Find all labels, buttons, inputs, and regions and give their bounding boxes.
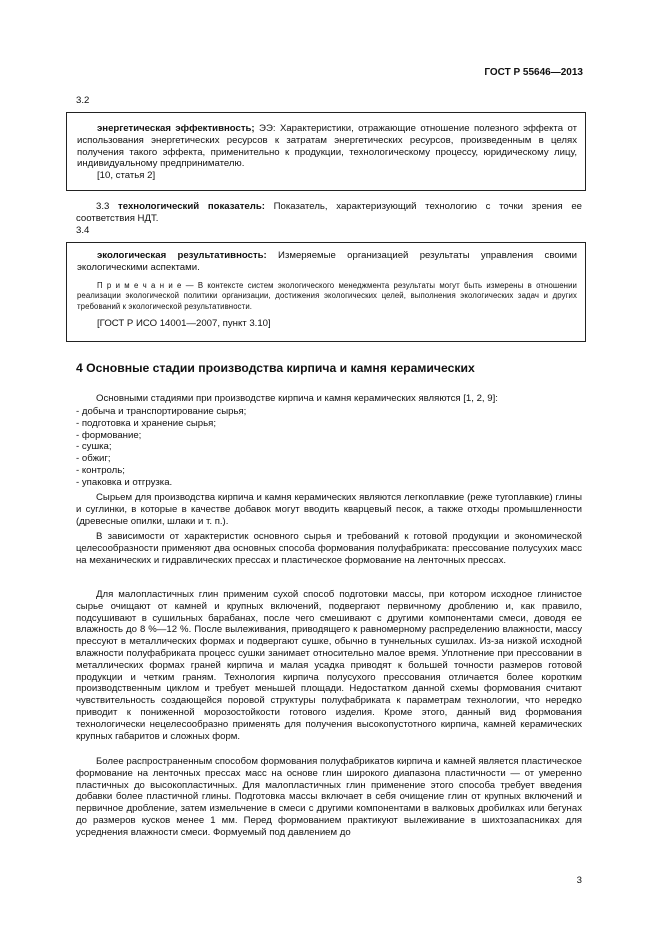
stage-item: - формование;	[76, 429, 142, 441]
clause-number-3-4: 3.4	[76, 225, 90, 236]
definition-text-3-4: Измеряемые организацией результаты управления своими экологическими аспектами.	[77, 250, 577, 273]
definition-3-2	[77, 123, 577, 170]
definition-text-3-3: Показатель, характеризующий технологию с точки зрения ее соответствия НДТ.	[76, 201, 583, 224]
clause-number-3-3: 3.3	[96, 201, 110, 212]
stages-intro: Основными стадиями при производстве кирпича и камня керамических являются [1, 2, 9]:	[96, 393, 498, 404]
stage-item: - подготовка и хранение сырья;	[76, 417, 216, 429]
definition-3-3	[76, 201, 582, 225]
note-3-4: П р и м е ч а н и е — В контексте систем экологического менеджмента результаты могут быть измерены в отношении реализации экологической политики организации, достижения экологических целей, выполнения экологических задач и других требований к экологической результативности.	[77, 280, 577, 311]
stage-item: - обжиг;	[76, 453, 111, 465]
source-3-4: [ГОСТ Р ИСО 14001—2007, пункт 3.10]	[97, 318, 271, 330]
page-number: 3	[576, 875, 582, 886]
stages-list	[76, 406, 246, 489]
definition-box-3-2	[66, 112, 586, 191]
term-3-3: технологический показатель:	[118, 201, 265, 212]
paragraph-raw-materials: Сырьем для производства кирпича и камня керамических являются легкоплавкие (реже тугоплавкие) глины и суглинки, в которые в качестве добавок могут вводить кварцевый песок, а также отходы промышленности (древесные опилки, шлаки и т. п.).	[76, 492, 582, 527]
paragraph-dry-pressing: Для малопластичных глин применим сухой способ подготовки массы, при котором исходное глинистое сырье очищают от камней и крупных включений, подвергают первичному дроблению и, как правило, подсушивают в сушильных барабанах, после чего смешивают с другими компонентами смеси, доводя ее влажность до 8 %—12 %. После вылеживания, приводящего к равномерному распределению влажности, массу прессуют в металлических формах и подвергают сушке, обычно в туннельных сушилах. Из-за низкой исходной влажности полуфабриката процесс сушки занимает относительно малое время. Уплотнение при прессовании в металлических формах граней кирпича и малая усадка приводят к большей точности размеров готовой продукции и четким граням. Технология кирпича полусухого прессования отличается более коротким производственным циклом и требует меньшей площади. Недостатком данной схемы формования считают чувствительность создающейся поровой структуры полуфабриката к параметрам технологии, что нередко приводит к пониженной морозостойкости готового изделия. Кроме этого, данный вид формования технологически нецелесообразно применять для получения высокопустотного кирпича, камней керамических крупных габаритов и сложных форм.	[76, 589, 582, 742]
definition-text-3-2: ЭЭ: Характеристики, отражающие отношение полезного эффекта от использования энергетических ресурсов к затратам энергетических ресурсов, произведенным в целях получения такого эффекта, применительно к продукции, технологическому процессу, юридическому лицу, индивидуальному предпринимателю.	[77, 123, 577, 170]
clause-number-3-2: 3.2	[76, 95, 90, 106]
stage-item: - упаковка и отгрузка.	[76, 476, 173, 488]
section-heading-4: 4 Основные стадии производства кирпича и камня керамических	[76, 361, 475, 375]
source-3-2: [10, статья 2]	[97, 170, 156, 182]
paragraph-forming-methods: В зависимости от характеристик основного сырья и требований к готовой продукции и экономической целесообразности применяют два основных способа формования полуфабриката: прессование полусухих масс на механических и гидравлических прессах и пластическое формование на ленточных прессах.	[76, 531, 582, 566]
stage-item: - контроль;	[76, 464, 125, 476]
term-3-4: экологическая результативность:	[97, 250, 267, 261]
paragraph-plastic-forming: Более распространенным способом формования полуфабрикатов кирпича и камней является пластическое формование на ленточных прессах масс на основе глин широкого диапазона пластичности — от умеренно пластичных до высокопластичных. Для малопластичных глин применение этого способа требует введения добавки более пластичной глины. Подготовка массы включает в себя очищение глин от крупных включений и первичное дробление, затем измельчение в смеси с другими компонентами в валковых дробилках или бегунах до размеров кусков менее 1 мм. Перед формованием практикуют вылеживание в шихтозапасниках для усреднения влажности смеси. Формуемый под давлением до	[76, 756, 582, 838]
definition-3-4	[77, 250, 577, 274]
term-3-2: энергетическая эффективность;	[97, 123, 255, 134]
definition-box-3-4	[66, 242, 586, 342]
stage-item: - добыча и транспортирование сырья;	[76, 406, 247, 417]
document-header: ГОСТ Р 55646—2013	[484, 67, 583, 78]
stage-item: - сушка;	[76, 441, 112, 453]
